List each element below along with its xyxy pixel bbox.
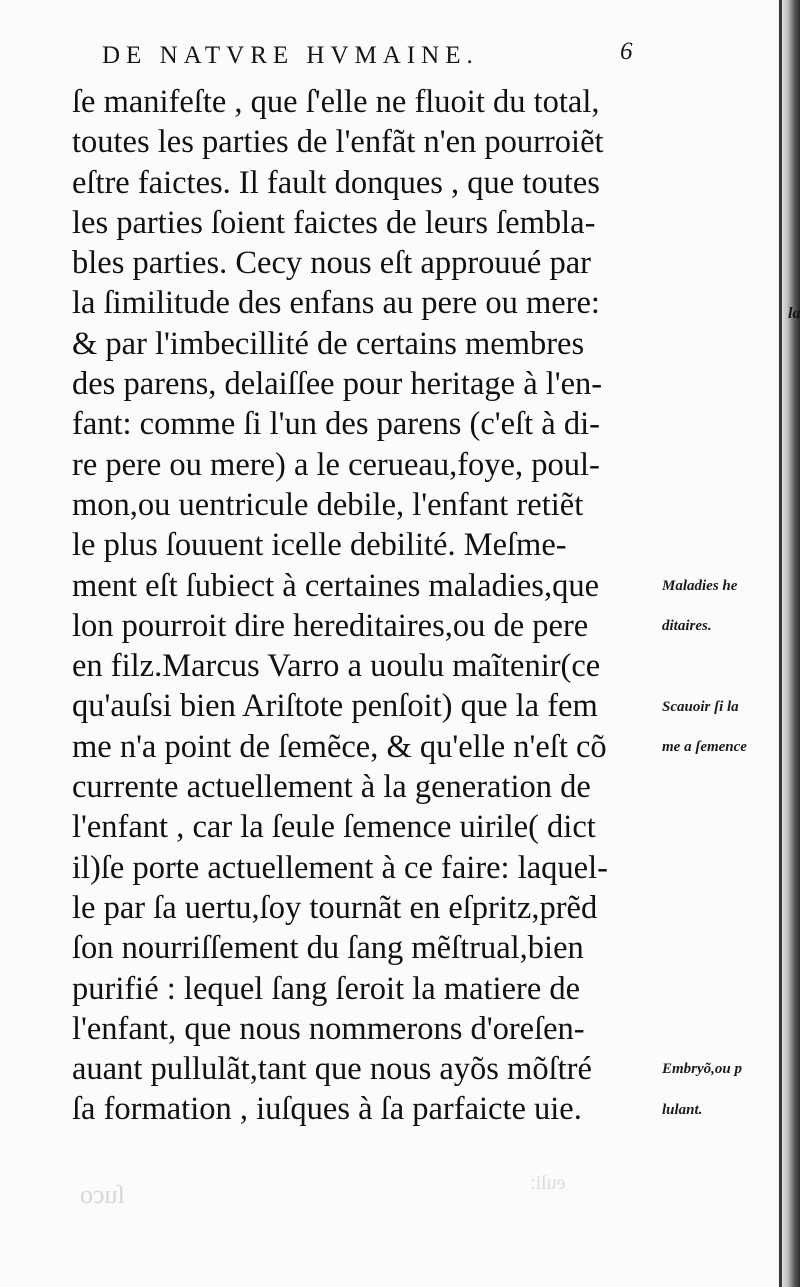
text-line: ſa formation , iuſques à ſa parfaicte uie.	[72, 1091, 582, 1128]
body-text	[72, 82, 662, 1130]
page-number: 6	[620, 38, 633, 65]
text-line: eſtre faictes. Il fault donques , que toutes	[72, 164, 600, 201]
text-line: currente actuellement à la generation de	[72, 769, 591, 806]
text-line: fant: comme ſi l'un des parens (c'eſt à di-	[72, 406, 600, 443]
text-line: bles parties. Cecy nous eſt approuué par	[72, 245, 591, 282]
margin-note: Embryõ,ou p	[662, 1061, 743, 1078]
margin-note: ditaires.	[662, 617, 712, 634]
running-head-title: DE NATVRE HVMAINE.	[102, 42, 479, 69]
text-line: les parties ſoient faictes de leurs ſembla-	[72, 204, 596, 241]
text-line: il)ſe porte actuellement à ce faire: laquel-	[72, 849, 608, 886]
margin-note: me a ſemence	[662, 738, 747, 755]
text-line: & par l'imbecillité de certains membres	[72, 325, 585, 362]
text-line: le plus ſouuent icelle debilité. Meſme-	[72, 527, 567, 564]
text-line: la ſimilitude des enfans au pere ou mere:	[72, 285, 600, 322]
text-line: l'enfant , car la ſeule ſemence uirile( dict	[72, 809, 596, 846]
text-line: qu'auſsi bien Ariſtote penſoit) que la fem	[72, 688, 598, 725]
text-line: re pere ou mere) a le cerueau,foye, poul-	[72, 446, 600, 483]
text-line: auant pullulãt,tant que nous ayõs mõſtré	[72, 1051, 592, 1088]
text-line: ſe manifeſte , que ſ'elle ne fluoit du total,	[72, 84, 600, 120]
margin-notes	[662, 0, 792, 1287]
text-line: ment eſt ſubiect à certaines maladies,que	[72, 567, 599, 604]
text-line: ſon nourriſſement du ſang mẽſtrual,bien	[72, 930, 584, 967]
text-line: en filz.Marcus Varro a uoulu maĩtenir(ce	[72, 648, 601, 685]
text-line: purifié : lequel ſang ſeroit la matiere de	[72, 970, 581, 1007]
text-line: me n'a point de ſemẽce, & qu'elle n'eſt cõ	[72, 728, 607, 765]
show-through-ghost-right: euli:	[530, 1172, 566, 1194]
show-through-ghost: ſuco	[80, 1180, 125, 1209]
text-line: des parens, delaiſſee pour heritage à l'en-	[72, 366, 603, 403]
text-line: toutes les parties de l'enfãt n'en pourroiẽt	[72, 124, 604, 161]
margin-note: Scauoir ſi la	[662, 698, 739, 715]
text-line: mon,ou uentricule debile, l'enfant retiẽt	[72, 486, 584, 523]
margin-note: lulant.	[662, 1101, 703, 1118]
gutter-fragment: la	[788, 305, 800, 322]
text-line: le par ſa uertu,ſoy tournãt en eſpritz,prẽd	[72, 889, 598, 926]
running-head	[102, 38, 642, 82]
text-line: lon pourroit dire hereditaires,ou de pere	[72, 607, 589, 644]
text-line: l'enfant, que nous nommerons d'oreſen-	[72, 1010, 585, 1047]
margin-note: Maladies he	[662, 577, 738, 594]
